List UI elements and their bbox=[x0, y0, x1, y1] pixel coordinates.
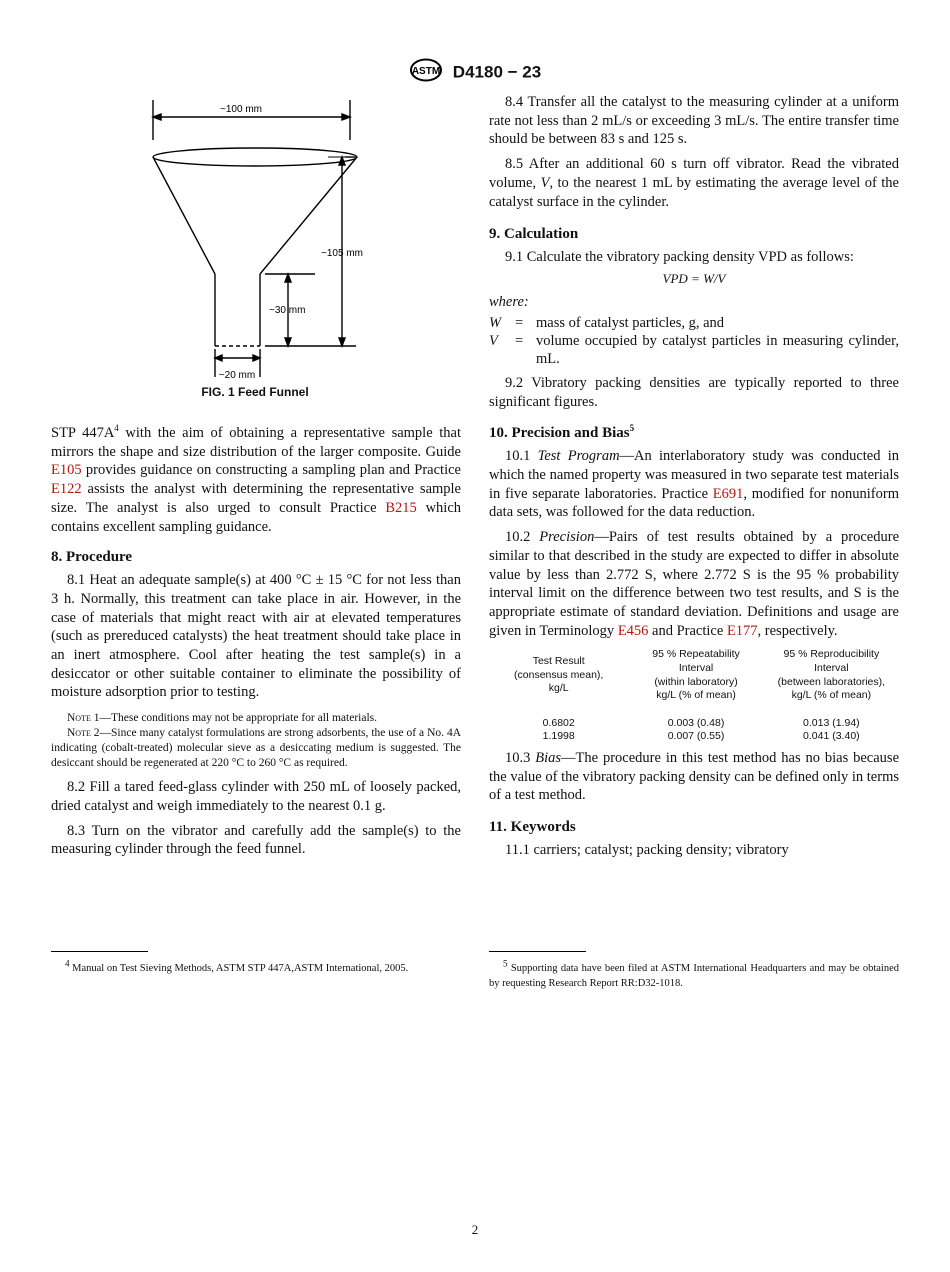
where-w: W = mass of catalyst particles, g, and bbox=[489, 314, 725, 331]
paragraph-9-2: 9.2 Vibratory packing densities are typically reported to three significant figures. bbox=[489, 374, 899, 410]
footnote-5: $^5$ Supporting data have been filed at ASTM International Headquarters and may be obtained by requesting Research Report RR:D32-1018. bbox=[489, 958, 899, 989]
footnote-4: $^4$ Manual on Test Sieving Methods, ASTM STP 447A,ASTM International, 2005. bbox=[65, 958, 409, 974]
intro-paragraph: STP $447A^4$ with the aim of obtaining a representative sample that mirrors the shape and size distribution of the larger composite. Guide E105 provides guidance on constructing a sampling plan and Practice E122 assists the analyst with determining the representative sample size. The analyst is also urged to consult Practice B215 which contains excellent sampling guidance. bbox=[51, 423, 462, 535]
right-column bbox=[489, 93, 899, 860]
funnel-diagram bbox=[130, 96, 390, 386]
section-9-title: 9. Calculation bbox=[489, 226, 579, 243]
astm-logo-icon bbox=[409, 58, 443, 87]
paragraph-8-5: 8.5 After an additional 60 s turn off vibrator. Read the vibrated volume, V, to the nearest 1 mL by estimating the average level of the catalyst surface in the cylinder. bbox=[489, 156, 899, 210]
section-11-title: 11. Keywords bbox=[489, 819, 576, 836]
paragraph-8-4: 8.4 Transfer all the catalyst to the measuring cylinder at a uniform rate not less than 2 mL/s or exceeding 3 mL/s. The entire transfer time should be between 83 s and 125 s. bbox=[489, 94, 899, 148]
equation-vpd: VPD = W/V bbox=[662, 270, 726, 286]
precision-table bbox=[489, 648, 899, 744]
footnote-divider-left bbox=[51, 951, 148, 952]
note-1: Note 1—These conditions may not be appropriate for all materials. bbox=[67, 712, 377, 725]
paragraph-8-1: 8.1 Heat an adequate sample(s) at 400 °C ± 15 °C for not less than 3 h. Normally, this treatment can take place in air. However, in the case of materials that might react with air at elevated temperatures (such as prereduced catalysts) the heat treatment should take place in an inert atmosphere. Cool after heating the test sample(s) in a desiccator or other suitable container to eliminate the possibility of moisture adsorption prior to testing. bbox=[51, 572, 461, 701]
ref-b215-link[interactable]: B215 bbox=[385, 499, 417, 516]
table-cell: 0.041 (3.40) bbox=[803, 730, 860, 743]
paragraph-8-3: 8.3 Turn on the vibrator and carefully add the sample(s) to the measuring cylinder through the feed funnel. bbox=[51, 822, 461, 858]
where-v: V = volume occupied by catalyst particles in measuring cylinder, mL. bbox=[489, 332, 899, 367]
table-cell: 0.007 (0.55) bbox=[667, 730, 725, 743]
table-row bbox=[489, 717, 899, 731]
table-cell: 1.1998 bbox=[542, 730, 575, 743]
label-stem-length: ~30 mm bbox=[269, 305, 306, 316]
table-cell: 0.6802 bbox=[542, 716, 575, 729]
paragraph-9-1: 9.1 Calculate the vibratory packing density VPD as follows: bbox=[505, 249, 854, 266]
label-stem-width: ~20 mm bbox=[218, 370, 256, 381]
note-2: Note 2—Since many catalyst formulations are strong adsorbents, the use of a No. 4A indicating (cobalt-treated) molecular sieve as a desiccating medium is suggested. The desiccant should be regenerated at 220 °C to 260 °C as required. bbox=[51, 727, 461, 770]
paragraph-10-3: 10.3 Bias—The procedure in this test method has no bias because the value of the vibratory packing density can be defined only in terms of a test method. bbox=[489, 749, 899, 804]
page-number: 2 bbox=[471, 1222, 479, 1237]
ref-e122-link[interactable]: E122 bbox=[51, 481, 82, 498]
label-height: ~105 mm bbox=[321, 248, 363, 259]
table-header-cell: 95 % Repeatability Interval (within laboratory) kg/L (% of mean) bbox=[652, 648, 740, 702]
table-cell: 0.013 (1.94) bbox=[803, 716, 860, 729]
ref-e691-link[interactable]: E691 bbox=[712, 485, 744, 502]
page-header bbox=[0, 58, 950, 87]
label-top-width: ~100 mm bbox=[220, 104, 262, 115]
section-8-title: 8. Procedure bbox=[51, 549, 133, 566]
table-cell: 0.003 (0.48) bbox=[667, 716, 725, 729]
paragraph-10-2: 10.2 Precision—Pairs of test results obtained by a procedure similar to that described in the study are expected to differ in absolute value by less than 2.772 S, where 2.772 S is the 95 % probability interval limit on the difference between two test results, and S is the appropriate estimate of standard deviation. Definitions and usage are given in Terminology E456 and Practice E177, respectively. bbox=[489, 529, 900, 639]
ref-e105-link[interactable]: E105 bbox=[51, 462, 82, 479]
paragraph-8-2: 8.2 Fill a tared feed-glass cylinder with 250 mL of loosely packed, dried catalyst and weigh immediately to the nearest 0.1 g. bbox=[51, 779, 461, 814]
footnote-divider-right bbox=[489, 951, 586, 952]
table-header-cell: 95 % Reproducibility Interval (between laboratories), kg/L (% of mean) bbox=[777, 648, 886, 702]
section-10-title: 10. Precision and Bias$^5$ bbox=[489, 423, 635, 442]
left-column bbox=[51, 424, 461, 859]
ref-e177-link[interactable]: E177 bbox=[726, 622, 758, 639]
paragraph-10-1: 10.1 Test Program—An interlaboratory study was conducted in which the named property was measured in two separate test materials in five separate laboratories. Practice E691, modified for nonuniform data sets, was followed for the data reduction. bbox=[489, 448, 900, 521]
designation: D4180 − 23 bbox=[452, 62, 542, 82]
table-header-cell: Test Result (consensus mean), kg/L bbox=[514, 655, 604, 695]
figure-caption: FIG. 1 Feed Funnel bbox=[201, 385, 309, 399]
ref-e456-link[interactable]: E456 bbox=[617, 622, 649, 639]
table-header-row bbox=[489, 648, 899, 702]
svg-text:ASTM: ASTM bbox=[411, 66, 440, 77]
paragraph-11-1: 11.1 carriers; catalyst; packing density; vibratory bbox=[505, 842, 789, 859]
figure-feed-funnel bbox=[130, 96, 390, 406]
table-row bbox=[489, 730, 899, 744]
where-label: where: bbox=[489, 293, 529, 310]
